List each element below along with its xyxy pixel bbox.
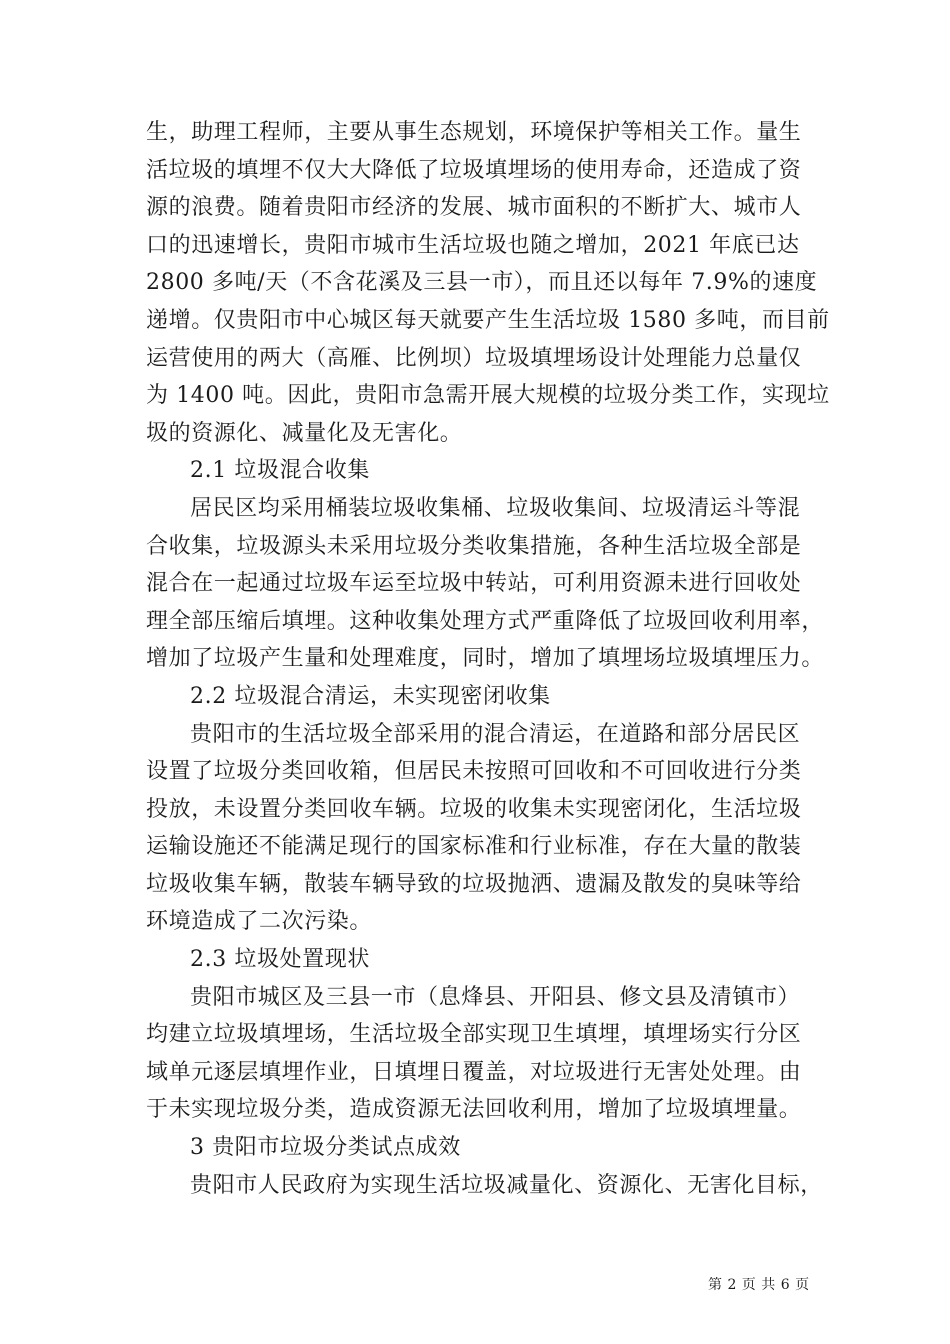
text-line: 设置了垃圾分类回收箱，但居民未按照可回收和不可回收进行分类 [146, 759, 802, 785]
paragraph-first-line: 贵阳市的生活垃圾全部采用的混合清运，在道路和部分居民区 [190, 721, 801, 747]
paragraph-first-line: 居民区均采用桶装垃圾收集桶、垃圾收集间、垃圾清运斗等混 [190, 495, 801, 521]
text-line: 运营使用的两大（高雁、比例坝）垃圾填埋场设计处理能力总量仅 [146, 345, 802, 371]
text-line: 递增。仅贵阳市中心城区每天就要产生生活垃圾 1580 多吨，而目前 [146, 307, 830, 333]
text-line: 生，助理工程师，主要从事生态规划，环境保护等相关工作。量生 [146, 120, 802, 145]
text-line: 为 1400 吨。因此，贵阳市急需开展大规模的垃圾分类工作，实现垃 [146, 383, 830, 409]
text-line: 圾的资源化、减量化及无害化。 [146, 420, 463, 446]
text-line: 垃圾收集车辆，散装车辆导致的垃圾抛洒、遗漏及散发的臭味等给 [146, 871, 802, 897]
text-line: 2800 多吨/天（不含花溪及三县一市），而且还以每年 7.9%的速度 [146, 270, 818, 296]
text-line: 环境造成了二次污染。 [146, 909, 373, 935]
text-line: 合收集，垃圾源头未采用垃圾分类收集措施，各种生活垃圾全部是 [146, 533, 802, 559]
text-line: 混合在一起通过垃圾车运至垃圾中转站，可利用资源未进行回收处 [146, 571, 802, 597]
paragraph-first-line: 贵阳市人民政府为实现生活垃圾减量化、资源化、无害化目标， [190, 1172, 823, 1198]
text-line: 增加了垃圾产生量和处理难度，同时，增加了填埋场垃圾填埋压力。 [146, 646, 825, 672]
body-text [146, 114, 830, 1204]
text-line: 活垃圾的填埋不仅大大降低了垃圾填埋场的使用寿命，还造成了资 [146, 157, 802, 183]
text-line: 源的浪费。随着贵阳市经济的发展、城市面积的不断扩大、城市人 [146, 195, 802, 221]
text-line: 理全部压缩后填埋。这种收集处理方式严重降低了垃圾回收利用率， [146, 608, 825, 634]
text-line: 投放，未设置分类回收车辆。垃圾的收集未实现密闭化，生活垃圾 [146, 796, 802, 822]
text-line: 均建立垃圾填埋场，生活垃圾全部实现卫生填埋，填埋场实行分区 [146, 1022, 802, 1048]
section-heading: 3 贵阳市垃圾分类试点成效 [190, 1135, 461, 1161]
paragraph-first-line: 贵阳市城区及三县一市（息烽县、开阳县、修文县及清镇市） [190, 984, 801, 1010]
page-number-footer: 第 2 页 共 6 页 [708, 1277, 810, 1293]
section-heading: 2.2 垃圾混合清运，未实现密闭收集 [190, 683, 551, 709]
text-line: 域单元逐层填埋作业，日填埋日覆盖，对垃圾进行无害处处理。由 [146, 1059, 802, 1085]
section-heading: 2.1 垃圾混合收集 [190, 458, 370, 484]
text-line: 于未实现垃圾分类，造成资源无法回收利用，增加了垃圾填埋量。 [146, 1097, 802, 1123]
text-line: 口的迅速增长，贵阳市城市生活垃圾也随之增加，2021 年底已达 [146, 232, 800, 258]
text-line: 运输设施还不能满足现行的国家标准和行业标准，存在大量的散装 [146, 834, 802, 860]
section-heading: 2.3 垃圾处置现状 [190, 947, 370, 973]
